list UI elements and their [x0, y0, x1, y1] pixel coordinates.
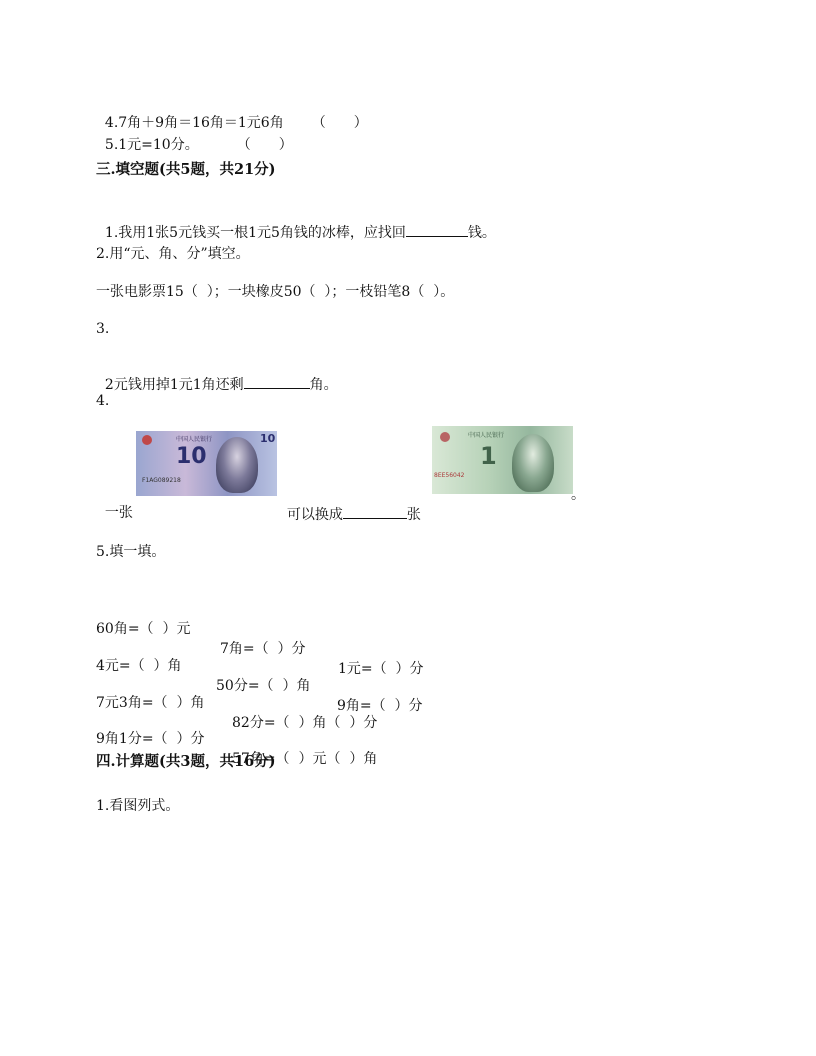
- fill-question-1: [96, 204, 496, 242]
- fill-question-4-prefix: 一张: [104, 505, 133, 521]
- fill-item: 57角=（ ）元（ ）角: [232, 751, 378, 767]
- one-yuan-banknote-image: [432, 426, 573, 494]
- fill-item: 9角1分=（ ）分: [96, 731, 205, 747]
- section-3-title: 三.填空题(共5题，共21分): [96, 161, 276, 178]
- fill-question-3: [96, 356, 338, 394]
- fill-question-4-blank[interactable]: [343, 504, 407, 519]
- fill-question-1-blank[interactable]: [406, 222, 468, 237]
- fill-question-4-middle: [278, 486, 421, 524]
- fill-question-1-suffix: 钱。: [467, 225, 496, 241]
- portrait-image: [216, 437, 258, 493]
- fill-question-5-title: 5.填一填。: [96, 544, 166, 560]
- fill-question-4: [96, 486, 133, 522]
- fill-question-3-text: 2元钱用掉1元1角还剩: [104, 377, 244, 393]
- fill-question-4-text: 可以换成: [286, 507, 343, 523]
- fill-question-4-unit: 张: [406, 507, 421, 523]
- fill-item: 50分=（ ）角: [216, 678, 311, 694]
- fill-item: 9角=（ ）分: [337, 698, 423, 714]
- national-emblem-icon: [142, 435, 152, 445]
- bill-10-value: 10: [176, 444, 207, 469]
- fill-question-3-blank[interactable]: [244, 374, 310, 389]
- fill-question-2-title: 2.用“元、角、分”填空。: [96, 246, 250, 262]
- fill-item: 7元3角=（ ）角: [96, 695, 205, 711]
- section-4-title: 四.计算题(共3题，共16分): [96, 753, 276, 770]
- bill-10-serial: F1AG089218: [142, 477, 181, 484]
- national-emblem-icon: [440, 432, 450, 442]
- portrait-image: [512, 434, 554, 492]
- fill-item: 4元=（ ）角: [96, 658, 182, 674]
- calc-question-1: 1.看图列式。: [96, 798, 180, 814]
- fill-question-4-end: 。: [571, 487, 585, 503]
- tf-question-5-text: 5.1元=10分。: [104, 137, 199, 153]
- bill-1-serial: 8EE56042: [434, 472, 465, 479]
- tf-question-5-answer-paren: （ ）: [236, 137, 293, 153]
- bill-1-value: 1: [480, 442, 497, 470]
- bill-10-bank-name: 中国人民银行: [176, 436, 213, 443]
- tf-question-4-answer-paren: （ ）: [311, 115, 368, 131]
- ten-yuan-banknote-image: [136, 431, 277, 496]
- fill-item: 1元=（ ）分: [338, 661, 424, 677]
- fill-item: 82分=（ ）角（ ）分: [232, 715, 378, 731]
- bill-10-corner-value: 10: [260, 432, 276, 445]
- tf-question-4-text: 4.7角＋9角＝16角＝1元6角: [104, 115, 284, 131]
- fill-question-3-suffix: 角。: [309, 377, 338, 393]
- tf-question-5: [96, 118, 293, 154]
- fill-question-4-number: 4.: [96, 393, 110, 409]
- fill-question-3-number: 3.: [96, 321, 110, 337]
- bill-1-bank-name: 中国人民银行: [468, 432, 505, 439]
- fill-question-1-text: 1.我用1张5元钱买一根1元5角钱的冰棒，应找回: [104, 225, 406, 241]
- fill-item: 60角=（ ）元: [96, 621, 191, 637]
- fill-question-2-line: 一张电影票15（ ）；一块橡皮50（ ）；一枝铅笔8（ ）。: [96, 284, 455, 300]
- fill-item: 7角=（ ）分: [220, 641, 306, 657]
